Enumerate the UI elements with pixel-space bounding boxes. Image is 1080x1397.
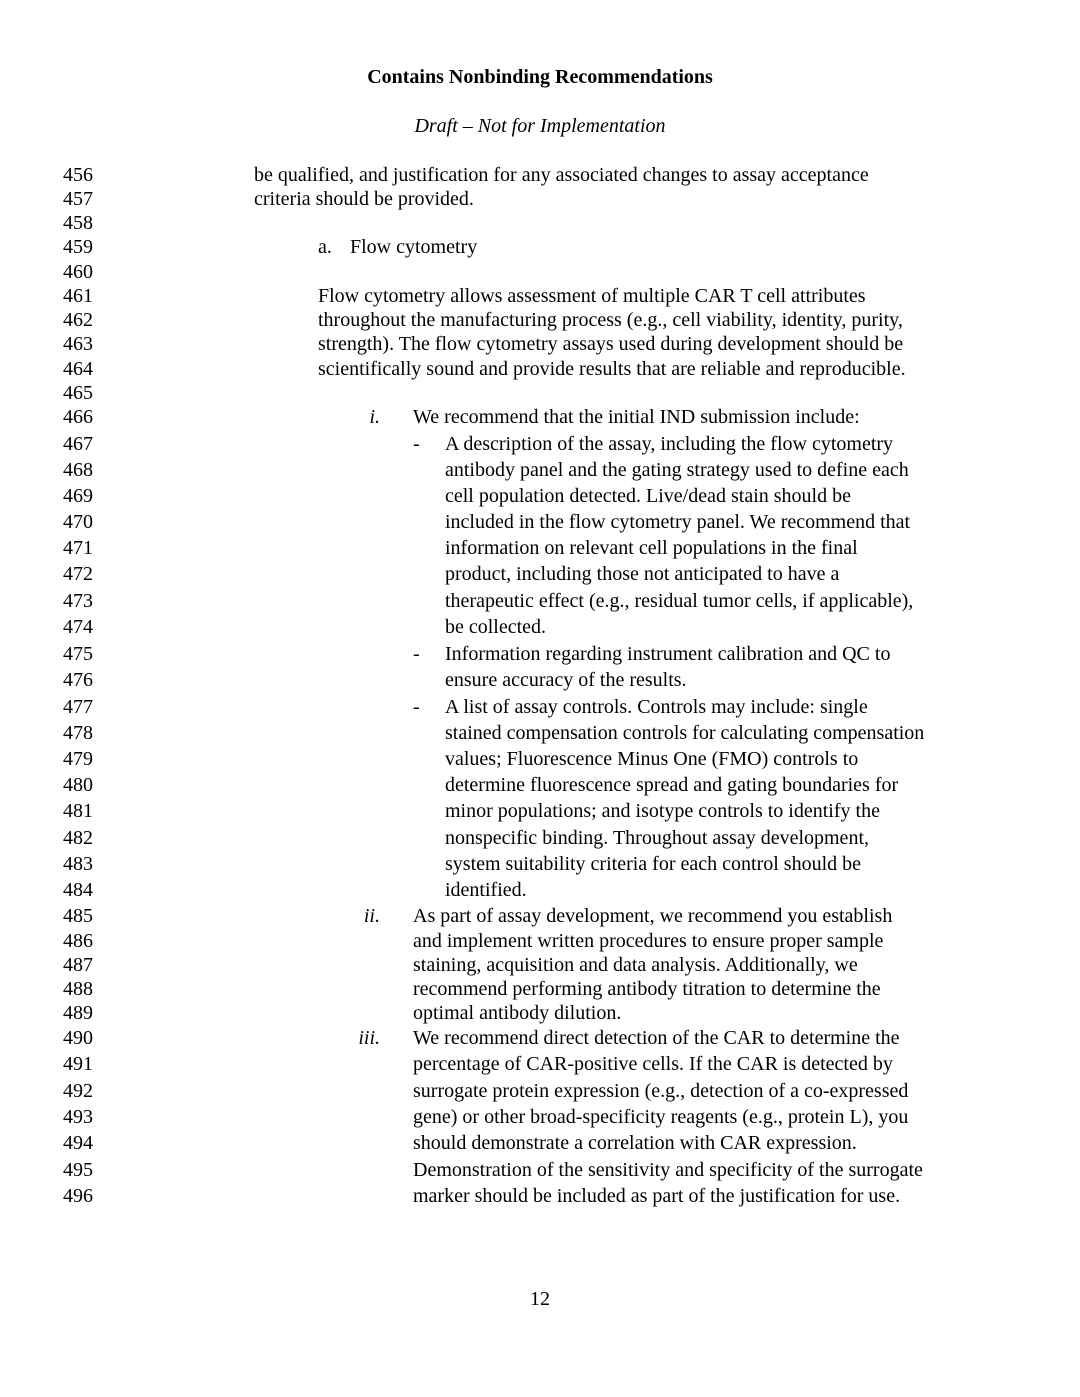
line-text: ensure accuracy of the results. [445,669,687,691]
line-number: 476 [63,669,93,691]
line-number: 464 [63,358,93,380]
line-text: scientifically sound and provide results that are reliable and reproducible. [318,358,906,380]
line-text: determine fluorescence spread and gating boundaries for [445,774,899,796]
line-text: recommend performing antibody titration to determine the [413,978,881,1000]
line-number: 494 [63,1132,93,1154]
line-text: strength). The flow cytometry assays used during development should be [318,333,904,355]
document-line [0,404,1080,430]
line-number: 468 [63,459,93,481]
document-line [0,825,1080,851]
document-line [0,331,1080,357]
line-text: A list of assay controls. Controls may include: single [445,696,868,718]
document-line [0,1183,1080,1209]
line-text: Information regarding instrument calibration and QC to [445,643,891,665]
document-header-subtitle: Draft – Not for Implementation [414,115,666,137]
list-marker-dash: - [413,643,420,665]
line-text: Flow cytometry allows assessment of multiple CAR T cell attributes [318,285,866,307]
document-line [0,483,1080,509]
line-text: product, including those not anticipated to have a [445,563,840,585]
document-line [0,509,1080,535]
line-text: We recommend that the initial IND submission include: [413,406,860,428]
line-number: 482 [63,827,93,849]
line-number: 496 [63,1185,93,1207]
line-number: 486 [63,930,93,952]
line-number: 492 [63,1080,93,1102]
document-line [0,283,1080,309]
line-text: identified. [445,879,527,901]
line-number: 495 [63,1159,93,1181]
document-line [0,561,1080,587]
line-number: 462 [63,309,93,331]
document-line [0,694,1080,720]
line-text: nonspecific binding. Throughout assay development, [445,827,869,849]
document-line [0,928,1080,954]
document-line [0,720,1080,746]
line-text: We recommend direct detection of the CAR to determine the [413,1027,900,1049]
line-number: 469 [63,485,93,507]
line-text: cell population detected. Live/dead stain should be [445,485,851,507]
document-line [0,641,1080,667]
line-number: 474 [63,616,93,638]
line-text: staining, acquisition and data analysis. Additionally, we [413,954,858,976]
line-text: As part of assay development, we recommend you establish [413,905,893,927]
line-number: 459 [63,236,93,258]
line-text: throughout the manufacturing process (e.g., cell viability, identity, purity, [318,309,903,331]
list-marker-alpha: a. [318,236,332,258]
document-line [0,903,1080,929]
line-number: 473 [63,590,93,612]
document-line [0,1130,1080,1156]
line-text: be collected. [445,616,547,638]
document-line [0,234,1080,260]
line-text: gene) or other broad-specificity reagents (e.g., protein L), you [413,1106,909,1128]
line-text: percentage of CAR-positive cells. If the CAR is detected by [413,1053,893,1075]
list-marker-dash: - [413,433,420,455]
line-text: therapeutic effect (e.g., residual tumor cells, if applicable), [445,590,914,612]
document-line [0,1025,1080,1051]
line-number: 490 [63,1027,93,1049]
document-line [0,1000,1080,1026]
line-number: 489 [63,1002,93,1024]
document-line [0,614,1080,640]
line-number: 460 [63,261,93,283]
document-line [0,877,1080,903]
line-number: 461 [63,285,93,307]
line-number: 471 [63,537,93,559]
line-number: 463 [63,333,93,355]
document-line [0,798,1080,824]
line-text: stained compensation controls for calculating compensation [445,722,925,744]
line-number: 458 [63,212,93,234]
document-line [0,588,1080,614]
line-number: 477 [63,696,93,718]
line-number: 480 [63,774,93,796]
document-line [0,1051,1080,1077]
document-header-title: Contains Nonbinding Recommendations [367,66,713,88]
line-number: 481 [63,800,93,822]
list-marker-roman: ii. [363,905,380,927]
line-number: 493 [63,1106,93,1128]
document-line [0,380,1080,406]
line-text: Demonstration of the sensitivity and specificity of the surrogate [413,1159,923,1181]
line-number: 479 [63,748,93,770]
line-text: marker should be included as part of the justification for use. [413,1185,901,1207]
line-number: 478 [63,722,93,744]
line-number: 488 [63,978,93,1000]
line-text: minor populations; and isotype controls to identify the [445,800,880,822]
line-number: 484 [63,879,93,901]
document-line [0,1104,1080,1130]
document-line [0,457,1080,483]
list-marker-roman: i. [369,406,380,428]
line-text: values; Fluorescence Minus One (FMO) controls to [445,748,859,770]
document-line [0,210,1080,236]
line-text: be qualified, and justification for any associated changes to assay acceptance [254,164,869,186]
document-line [0,952,1080,978]
line-number: 475 [63,643,93,665]
line-text: should demonstrate a correlation with CAR expression. [413,1132,857,1154]
document-line [0,162,1080,188]
line-text: criteria should be provided. [254,188,474,210]
document-line [0,356,1080,382]
line-text: surrogate protein expression (e.g., detection of a co-expressed [413,1080,909,1102]
document-line [0,746,1080,772]
line-number: 483 [63,853,93,875]
document-line [0,307,1080,333]
line-number: 470 [63,511,93,533]
document-line [0,186,1080,212]
document-line [0,851,1080,877]
line-text: included in the flow cytometry panel. We recommend that [445,511,911,533]
line-text: information on relevant cell populations in the final [445,537,858,559]
line-number: 457 [63,188,93,210]
line-text: and implement written procedures to ensure proper sample [413,930,884,952]
document-line [0,535,1080,561]
line-number: 487 [63,954,93,976]
document-line [0,976,1080,1002]
line-text: system suitability criteria for each control should be [445,853,861,875]
line-number: 465 [63,382,93,404]
line-number: 466 [63,406,93,428]
list-marker-roman: iii. [358,1027,380,1049]
page-number: 12 [530,1288,550,1310]
document-line [0,431,1080,457]
document-line [0,1157,1080,1183]
line-text: Flow cytometry [350,236,478,258]
document-line [0,772,1080,798]
list-marker-dash: - [413,696,420,718]
document-line [0,259,1080,285]
document-line [0,667,1080,693]
line-number: 467 [63,433,93,455]
line-number: 472 [63,563,93,585]
line-text: optimal antibody dilution. [413,1002,622,1024]
document-line [0,1078,1080,1104]
line-number: 456 [63,164,93,186]
line-number: 491 [63,1053,93,1075]
line-number: 485 [63,905,93,927]
line-text: A description of the assay, including the flow cytometry [445,433,894,455]
line-text: antibody panel and the gating strategy used to define each [445,459,909,481]
